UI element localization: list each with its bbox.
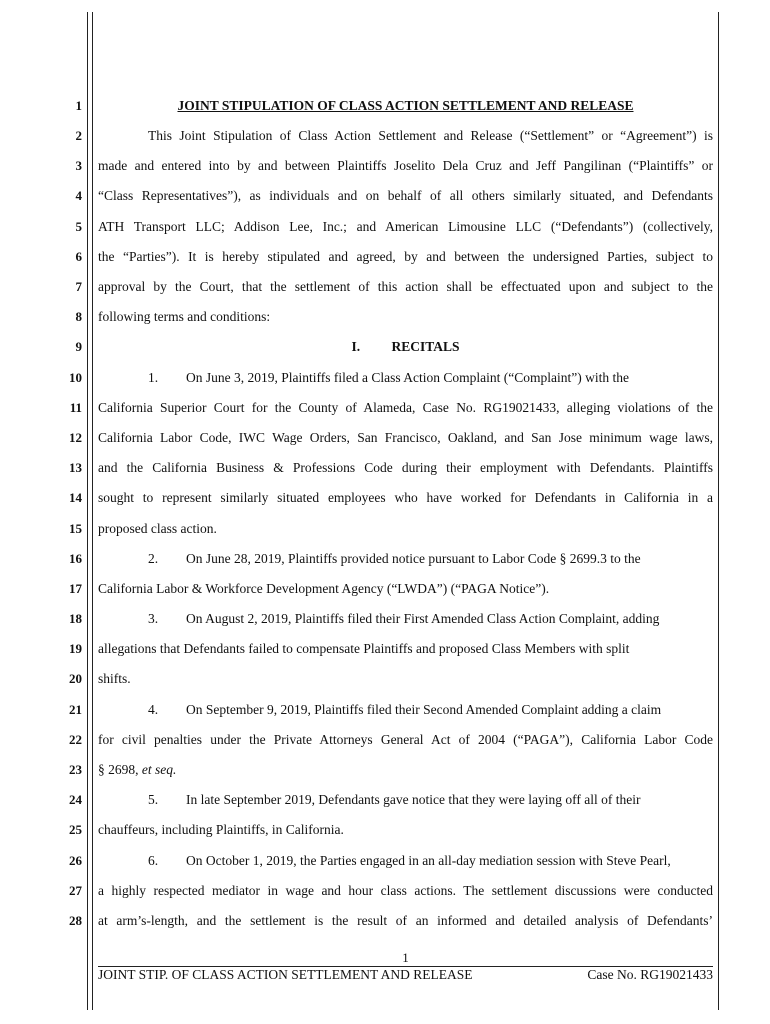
body-line-2: This Joint Stipulation of Class Action Settlement and Release (“Settlement” or “Agreement”) is <box>148 128 713 143</box>
body-line-25: chauffeurs, including Plaintiffs, in California. <box>98 822 344 837</box>
footer-case-number: Case No. RG19021433 <box>587 967 713 982</box>
paragraph-5-line-1 <box>98 792 713 807</box>
paragraph-3-line-1 <box>98 611 713 626</box>
paragraph-1-line-1 <box>98 370 713 385</box>
line-number: 3 <box>75 158 82 173</box>
line-number: 9 <box>75 339 82 354</box>
line-number: 8 <box>75 309 82 324</box>
body-line-13: and the California Business & Professions Code during their employment with Defendants. Plaintiffs <box>98 460 713 475</box>
paragraph-number: 1. <box>148 370 159 385</box>
line-number: 24 <box>69 792 82 807</box>
left-margin-rule-outer <box>87 12 88 1010</box>
footer-title: JOINT STIP. OF CLASS ACTION SETTLEMENT AND RELEASE <box>98 967 473 982</box>
line-number: 14 <box>69 490 82 505</box>
paragraph-4-line-1 <box>98 702 713 717</box>
body-line-16: On June 28, 2019, Plaintiffs provided notice pursuant to Labor Code § 2699.3 to the <box>186 551 641 566</box>
section-number: I. <box>351 339 361 354</box>
line-number: 16 <box>69 551 82 566</box>
line-number: 19 <box>69 641 82 656</box>
body-line-26: On October 1, 2019, the Parties engaged in an all-day mediation session with Steve Pearl, <box>186 853 671 868</box>
body-line-28: at arm’s-length, and the settlement is the result of an informed and detailed analysis of Defendants’ <box>98 913 713 928</box>
et-seq: et seq. <box>141 762 177 777</box>
body-line-14: sought to represent similarly situated employees who have worked for Defendants in California in a <box>98 490 713 505</box>
line-number: 5 <box>75 219 82 234</box>
line-number: 13 <box>69 460 82 475</box>
paragraph-number: 3. <box>148 611 159 626</box>
line-number: 15 <box>69 521 82 536</box>
page-number: 1 <box>402 950 409 965</box>
line-number: 7 <box>75 279 82 294</box>
line-number: 1 <box>75 98 82 113</box>
section-title: RECITALS <box>391 339 460 354</box>
body-line-19: allegations that Defendants failed to compensate Plaintiffs and proposed Class Members with split <box>98 641 630 656</box>
line-number: 11 <box>69 400 82 415</box>
paragraph-number: 5. <box>148 792 159 807</box>
document-title: JOINT STIPULATION OF CLASS ACTION SETTLEMENT AND RELEASE <box>177 98 634 113</box>
body-line-6: the “Parties”). It is hereby stipulated and agreed, by and between the undersigned Parties, subject to <box>98 249 713 264</box>
body-line-15: proposed class action. <box>98 521 217 536</box>
line-number: 22 <box>69 732 82 747</box>
line-number: 17 <box>69 581 82 596</box>
paragraph-number: 6. <box>148 853 159 868</box>
line-number: 28 <box>69 913 82 928</box>
body-line-8: following terms and conditions: <box>98 309 271 324</box>
body-line-23 <box>98 762 713 777</box>
body-line-5: ATH Transport LLC; Addison Lee, Inc.; and American Limousine LLC (“Defendants”) (collectively, <box>98 219 713 234</box>
body-line-27: a highly respected mediator in wage and hour class actions. The settlement discussions were conducted <box>98 883 713 898</box>
line-number: 12 <box>69 430 82 445</box>
line-number: 25 <box>69 822 82 837</box>
line-number: 2 <box>75 128 82 143</box>
section-heading <box>98 339 713 354</box>
body-line-24: In late September 2019, Defendants gave notice that they were laying off all of their <box>186 792 641 807</box>
body-line-17: California Labor & Workforce Development Agency (“LWDA”) (“PAGA Notice”). <box>98 581 550 596</box>
line-number: 26 <box>69 853 82 868</box>
line-number: 27 <box>69 883 82 898</box>
line-number: 10 <box>69 370 82 385</box>
left-margin-rule-inner <box>92 12 93 1010</box>
line-number: 6 <box>75 249 82 264</box>
right-margin-rule <box>718 12 719 1010</box>
statute-cite: § 2698, <box>98 762 142 777</box>
paragraph-number: 4. <box>148 702 159 717</box>
body-line-4: “Class Representatives”), as individuals and on behalf of all others similarly situated, and Defendants <box>98 188 713 203</box>
body-line-12: California Labor Code, IWC Wage Orders, San Francisco, Oakland, and San Jose minimum wage laws, <box>98 430 713 445</box>
line-number: 21 <box>69 702 82 717</box>
body-line-7: approval by the Court, that the settlement of this action shall be effectuated upon and subject to the <box>98 279 713 294</box>
line-number: 4 <box>75 188 82 203</box>
body-line-18: On August 2, 2019, Plaintiffs filed their First Amended Class Action Complaint, adding <box>186 611 660 626</box>
line-number: 20 <box>69 671 82 686</box>
body-line-11: California Superior Court for the County of Alameda, Case No. RG19021433, alleging violations of the <box>98 400 713 415</box>
line-number: 23 <box>69 762 82 777</box>
line-number: 18 <box>69 611 82 626</box>
body-line-22: for civil penalties under the Private Attorneys General Act of 2004 (“PAGA”), California Labor Code <box>98 732 713 747</box>
body-line-21: On September 9, 2019, Plaintiffs filed their Second Amended Complaint adding a claim <box>186 702 662 717</box>
paragraph-6-line-1 <box>98 853 713 868</box>
body-line-10: On June 3, 2019, Plaintiffs filed a Class Action Complaint (“Complaint”) with the <box>186 370 629 385</box>
paragraph-number: 2. <box>148 551 159 566</box>
body-line-20: shifts. <box>98 671 131 686</box>
paragraph-2-line-1 <box>98 551 713 566</box>
body-line-3: made and entered into by and between Plaintiffs Joselito Dela Cruz and Jeff Pangilinan (“Plaintiffs” or <box>98 158 713 173</box>
